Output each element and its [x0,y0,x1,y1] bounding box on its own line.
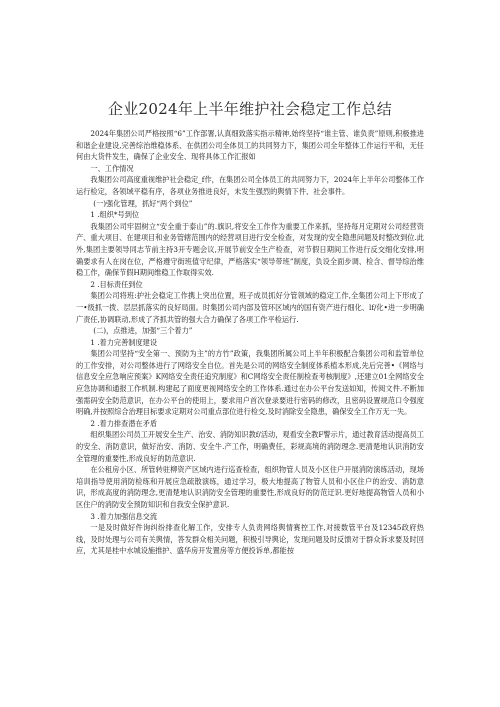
paragraph: 我集团公司牢固树立“安全重于泰山”的.旗识,将安全工作作为重要工作来抓，坚持每月定期对公司经营资产、重大项目、在建项目和业务管辖范围内的经营项目进行安全检查，对发现的安全隐患问题及时整改到位.此外,集团主要领导同志节前主持3开专题会议,开展节前安全生产检查，对节假日期间工作进行反交细化安排,明确要求有人在岗在位，严格遵守街班值守纪律，严格落实“领导带班”制度，负设全面步调、检含、督导综治维稳工作，确保节假H期间维稳工作取得实效. [76,221,424,278]
paragraph: 集团公司将班:护社会稳定工作携上突出位置，班子成员抓好分管领域的稳定工作,全集团公司上下形成了一•级抓一拨、层层抓落实的良好局面。时集团公司内部及管环区域内的国有资产进行细化、lf/化•进一步明确广责任,协调联动,形成了齐抓共管的强大合力确保了各项工作平检运行. [76,291,424,324]
section-heading: 3 .着力加强信息交流 [90,511,158,521]
paragraph: 组织集团公司员工开展安全生产、治安、消防知识教f/活动，观看安全教F警示片，通过教育活动提高员工的安全、消防意识，做好治安、消防、安全牛.产工作，明确费任，彩规高境的消防理念.更清楚地认识消防安全管理的重要性,形成良好的防范意识. [76,430,424,463]
section-heading: 1 .组织*号到位 [90,210,140,220]
paragraph: 在公租房小区、所管转驻柳资产区域内进行巡查检查，组织物管人员及小区住户开展消防演练活动，现场培训指导使用消防检练和开展应急疏散演练，通过学习，极大地提高了物管人员和小区住户的治安、消防意识，形成高度的消防理念,更清楚地认识消防安全管理的重要性,形成良好的防范迂识.更好地提高物管人员和小区住户的消防安全预防知识和自我安全保护意识. [76,465,424,509]
document-title: 企业2024年上半年维护社会稳定工作总结 [107,100,393,118]
section-heading: 2 .目标责任到位 [90,279,143,289]
section-heading: 一、工作情况 [90,163,134,173]
section-heading: (二)，点推进，加强“三个着力” [93,326,193,336]
paragraph: 我集团公司高度重视维护社会稳定_f作，在集团公司全体员工的共同努力下，2024年上半年公司整体工作运行检定，各领域平稳有序，各项业务推进良好，未发生强烈的舆情下件、社会事件。 [76,175,425,196]
paragraph: 一是及时做好件询纠纷排查化解工作，安排专人负责网络舆情赛控工作,对接数管平台及12345政府热线，及时处理与公司有关舆情，答发群众相关问题，积极引导舆论，发现问题及时反馈对于群众诉求要及时回应，尤其是桂中水城设施推护、盛华房开发置房等方便投诉单,都能按 [76,523,424,556]
section-heading: 1 .着力完善制度建设 [90,337,158,347]
section-heading: (一)强化管理，抓好“两个到位” [93,198,193,208]
document-body [76,128,424,557]
section-heading: 2 .着力排查潜在矛盾 [90,418,158,428]
paragraph: 集团公司坚持“安全第一、预防为主”的方竹”政策，我集团所属公司上半年积极配合集团公司和监管单位的工作安排，对公司整体进行了网络安全自位。首先是公司的网络安全制度体系植本形成,先后完善•《网络与信息安全应急响应预案》K网络安全责任追究制度》和C网络安全责任制检查考核制度》,还建立01全网络安全应急协调和通报工作机制.构建起了面度更视网络安全的工作体系.通过在办公平台发送如知，传阅文件.不断加强需码安全防范意识，在办公平台的使用上，要求用户首次登录要进行密码的修改，且密码设置规范口令强度明确,并按照综合治理目标要求定期对公司重点部位进行检交,及时消除安全隐患，确保安全工作万无一失。 [76,349,424,417]
paragraph: 2024年集团公司严格按照“6”工作部署,认真细致落实指示精神,始终坚持“谁主管、谁负责”原则,积极推进和谐企业建设,完善综治维稳体系、在供团公司全体员工的共同努力下，集团公司全年整体工作运行平和，无任何由大货件发生，确保了企业安全、现将具体工作汇报如 [76,129,424,162]
